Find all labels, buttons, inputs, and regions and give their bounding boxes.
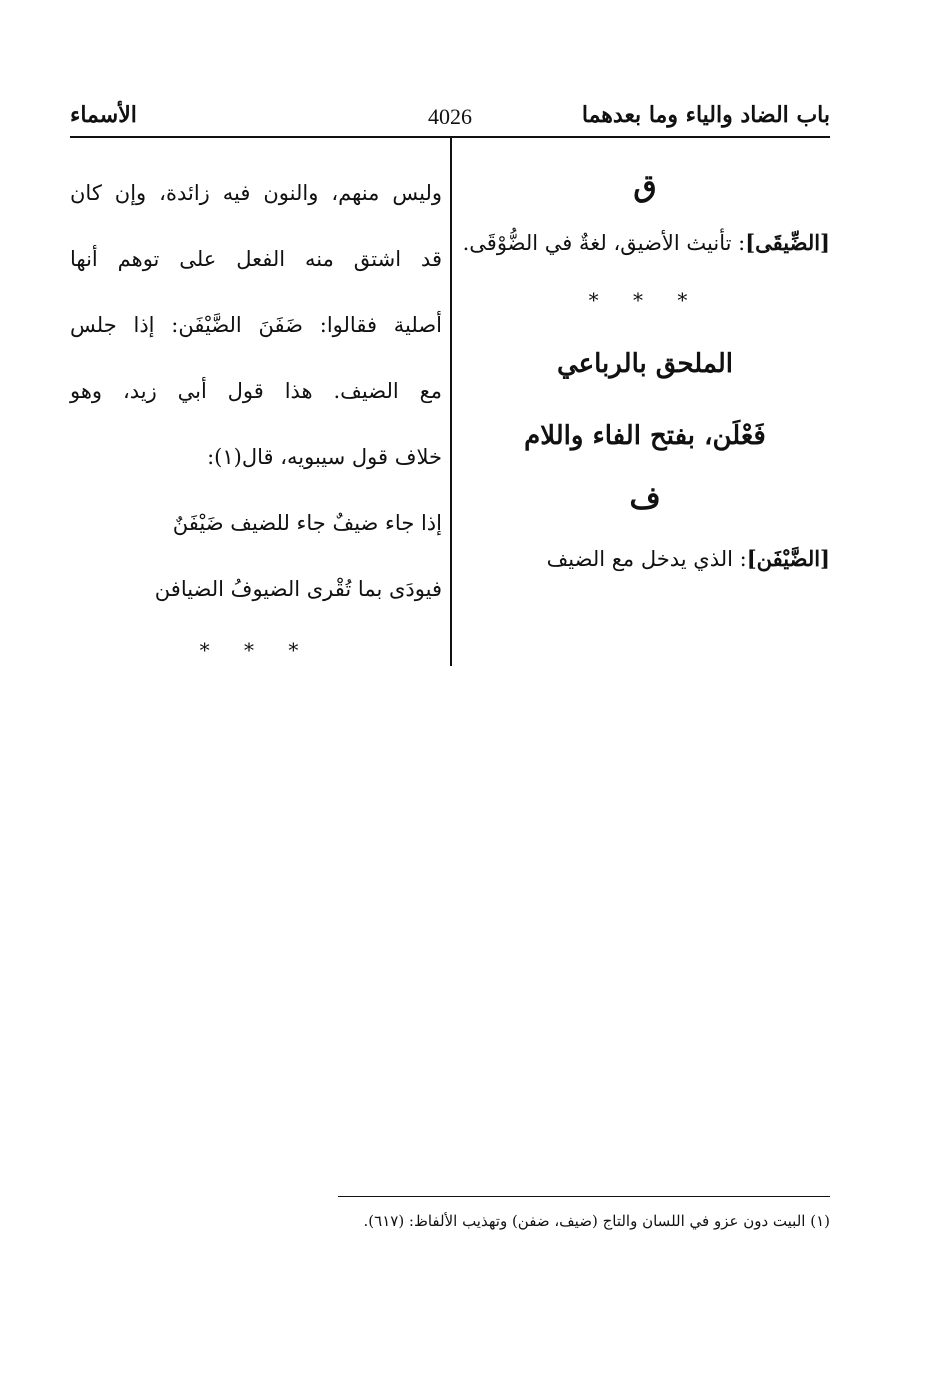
separator-stars: * * * [588, 288, 702, 312]
entry-headword: [الضَّيْفَن] [746, 546, 830, 571]
text-line: خلاف قول سيبويه، قال(١): [207, 445, 442, 469]
footnote-rule [338, 1196, 830, 1197]
right-column [460, 160, 830, 592]
entry-dhiqa [460, 214, 830, 272]
text-line: أصلية فقالوا: ضَفَنَ الضَّيْفَن: إذا جلس [70, 313, 442, 337]
letter-heading-qaf: ق [633, 169, 657, 204]
entry-headword: [الضِّيقَى] [745, 230, 830, 255]
entry-dhayfan [460, 526, 830, 592]
text-line: قد اشتق منه الفعل على توهم أنها [70, 247, 442, 271]
verse-line: إذا جاء ضيفٌ جاء للضيف ضَيْفَنٌ [172, 511, 442, 535]
text-line: وليس منهم، والنون فيه زائدة، وإن كان [70, 181, 442, 205]
text-line: مع الضيف. هذا قول أبي زيد، وهو [70, 379, 442, 403]
running-title-left: الأسماء [70, 102, 137, 128]
section-title: الملحق بالرباعي [556, 349, 734, 379]
entry-definition: : الذي يدخل مع الضيف [546, 547, 747, 571]
letter-heading-fa: ف [629, 481, 661, 516]
pattern-title: فَعْلَن، بفتح الفاء واللام [524, 421, 766, 451]
separator-stars: * * * [199, 638, 313, 662]
footnote: (١) البيت دون عزو في اللسان والتاج (ضيف، ضفن) وتهذيب الألفاظ: (٦١٧). [363, 1212, 830, 1230]
running-title-right: باب الضاد والياء وما بعدهما [581, 102, 830, 128]
page-header [70, 98, 830, 138]
column-divider [450, 138, 452, 666]
entry-definition: : تأنيث الأضيق، لغةٌ في الضُّوْقَى. [462, 231, 746, 255]
page-number: 4026 [428, 104, 472, 129]
verse-line: فيودَى بما تُقْرى الضيوفُ الضيافن [154, 577, 442, 601]
left-column [70, 160, 442, 678]
